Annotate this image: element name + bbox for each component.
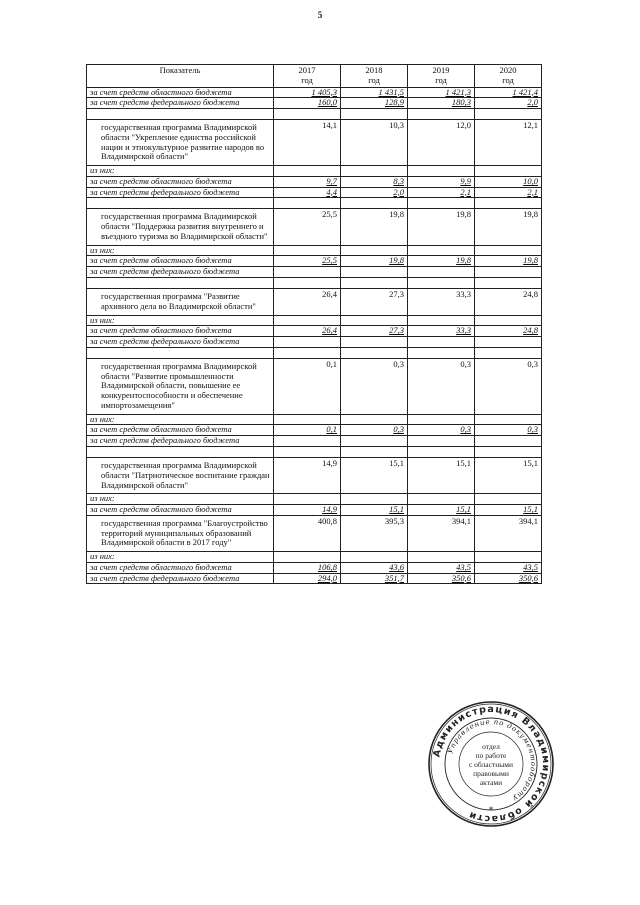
value-cell-2018 xyxy=(341,494,408,505)
table-row-sub xyxy=(87,326,542,337)
value-cell-2018 xyxy=(341,109,408,120)
value-cell-2019: 19,8 xyxy=(408,256,475,267)
value-cell-2017 xyxy=(274,347,341,358)
table-header-row xyxy=(87,65,542,88)
row-label: государственная программа Владимирской области "Патриотическое воспитание граждан Владимирской области" xyxy=(87,457,274,493)
stamp-outer-text: Администрация Владимирской области xyxy=(431,703,552,825)
value-cell-2019 xyxy=(408,347,475,358)
table-row-iz xyxy=(87,494,542,505)
table-row-gap xyxy=(87,198,542,209)
table-row-iz xyxy=(87,166,542,177)
value-cell-2020: 2,1 xyxy=(475,187,542,198)
value-cell-2017: 160,0 xyxy=(274,98,341,109)
header-year-2017: 2017 год xyxy=(274,65,341,88)
value-cell-2018 xyxy=(341,446,408,457)
header-indicator: Показатель xyxy=(87,65,274,88)
value-cell-2018: 27,3 xyxy=(341,289,408,316)
value-cell-2018: 8,3 xyxy=(341,176,408,187)
table-row-sub xyxy=(87,256,542,267)
row-label: за счет средств федерального бюджета xyxy=(87,337,274,348)
value-cell-2019: 33,3 xyxy=(408,289,475,316)
value-cell-2017: 26,4 xyxy=(274,326,341,337)
value-cell-2017 xyxy=(274,552,341,563)
row-label xyxy=(87,347,274,358)
value-cell-2017 xyxy=(274,278,341,289)
value-cell-2018: 15,1 xyxy=(341,457,408,493)
table-row-iz xyxy=(87,414,542,425)
value-cell-2020: 394,1 xyxy=(475,515,542,551)
row-label: за счет средств областного бюджета xyxy=(87,87,274,98)
table-row-gap xyxy=(87,109,542,120)
value-cell-2018: 19,8 xyxy=(341,209,408,245)
value-cell-2019: 33,3 xyxy=(408,326,475,337)
value-cell-2018 xyxy=(341,166,408,177)
row-label: государственная программа Владимирской области "Поддержка развития внутреннего и въездного туризма во Владимирской области" xyxy=(87,209,274,245)
value-cell-2018 xyxy=(341,414,408,425)
value-cell-2018: 19,8 xyxy=(341,256,408,267)
value-cell-2020 xyxy=(475,109,542,120)
row-label: за счет средств областного бюджета xyxy=(87,176,274,187)
value-cell-2019: 180,3 xyxy=(408,98,475,109)
stamp-line: правовыми xyxy=(473,768,509,778)
value-cell-2019: 0,3 xyxy=(408,358,475,414)
value-cell-2017: 25,5 xyxy=(274,256,341,267)
table-body xyxy=(87,87,542,584)
value-cell-2020: 12,1 xyxy=(475,120,542,166)
value-cell-2017 xyxy=(274,245,341,256)
row-label: за счет средств федерального бюджета xyxy=(87,187,274,198)
row-label: из них: xyxy=(87,552,274,563)
value-cell-2018 xyxy=(341,315,408,326)
value-cell-2019 xyxy=(408,109,475,120)
row-label: за счет средств областного бюджета xyxy=(87,326,274,337)
stamp-inner-text: Управление по документообороту xyxy=(446,717,538,803)
value-cell-2019: 2,1 xyxy=(408,187,475,198)
value-cell-2020 xyxy=(475,278,542,289)
value-cell-2017: 14,1 xyxy=(274,120,341,166)
value-cell-2018: 1 431,5 xyxy=(341,87,408,98)
value-cell-2019: 394,1 xyxy=(408,515,475,551)
table-row-sub xyxy=(87,267,542,278)
value-cell-2019: 19,8 xyxy=(408,209,475,245)
row-label: за счет средств федерального бюджета xyxy=(87,436,274,447)
stamp-line: по работе xyxy=(475,750,507,760)
value-cell-2018 xyxy=(341,198,408,209)
value-cell-2019 xyxy=(408,166,475,177)
header-year-2020: 2020 год xyxy=(475,65,542,88)
value-cell-2017 xyxy=(274,267,341,278)
value-cell-2017: 14,9 xyxy=(274,505,341,516)
row-label: за счет средств областного бюджета xyxy=(87,562,274,573)
value-cell-2018 xyxy=(341,245,408,256)
row-label: государственная программа "Благоустройство территорий муниципальных образований Владимирской области в 2017 году" xyxy=(87,515,274,551)
value-cell-2017 xyxy=(274,446,341,457)
value-cell-2017: 4,4 xyxy=(274,187,341,198)
table-row-sub xyxy=(87,176,542,187)
row-label: государственная программа "Развитие архивного дела во Владимирской области" xyxy=(87,289,274,316)
value-cell-2020 xyxy=(475,166,542,177)
value-cell-2017 xyxy=(274,414,341,425)
row-label: за счет средств областного бюджета xyxy=(87,425,274,436)
value-cell-2017: 1 405,3 xyxy=(274,87,341,98)
value-cell-2019 xyxy=(408,245,475,256)
value-cell-2017: 25,5 xyxy=(274,209,341,245)
value-cell-2017: 294,0 xyxy=(274,573,341,584)
budget-table xyxy=(86,64,542,584)
value-cell-2020: 43,5 xyxy=(475,562,542,573)
value-cell-2020 xyxy=(475,337,542,348)
value-cell-2020: 19,8 xyxy=(475,256,542,267)
table-row-sub xyxy=(87,505,542,516)
value-cell-2017 xyxy=(274,315,341,326)
table-row-sub xyxy=(87,337,542,348)
value-cell-2018: 128,9 xyxy=(341,98,408,109)
value-cell-2017 xyxy=(274,436,341,447)
page-number: 5 xyxy=(317,10,323,20)
value-cell-2018: 351,7 xyxy=(341,573,408,584)
value-cell-2018 xyxy=(341,337,408,348)
row-label: из них: xyxy=(87,315,274,326)
value-cell-2017 xyxy=(274,166,341,177)
value-cell-2017: 14,9 xyxy=(274,457,341,493)
row-label: за счет средств федерального бюджета xyxy=(87,573,274,584)
value-cell-2020: 10,0 xyxy=(475,176,542,187)
row-label: за счет средств федерального бюджета xyxy=(87,267,274,278)
table-row-sub xyxy=(87,562,542,573)
header-year-2019: 2019 год xyxy=(408,65,475,88)
value-cell-2019 xyxy=(408,198,475,209)
row-label xyxy=(87,446,274,457)
row-label: за счет средств федерального бюджета xyxy=(87,98,274,109)
value-cell-2018 xyxy=(341,267,408,278)
value-cell-2019 xyxy=(408,267,475,278)
value-cell-2019: 15,1 xyxy=(408,505,475,516)
table-row-iz xyxy=(87,315,542,326)
table-row-iz xyxy=(87,245,542,256)
table-row-gap xyxy=(87,446,542,457)
value-cell-2019 xyxy=(408,552,475,563)
value-cell-2019 xyxy=(408,446,475,457)
value-cell-2019 xyxy=(408,278,475,289)
value-cell-2018 xyxy=(341,278,408,289)
row-label: за счет средств областного бюджета xyxy=(87,505,274,516)
value-cell-2020: 1 421,4 xyxy=(475,87,542,98)
stamp-line: отдел xyxy=(482,741,500,751)
value-cell-2018: 15,1 xyxy=(341,505,408,516)
value-cell-2020 xyxy=(475,347,542,358)
value-cell-2020 xyxy=(475,245,542,256)
value-cell-2019: 0,3 xyxy=(408,425,475,436)
value-cell-2020: 15,1 xyxy=(475,505,542,516)
value-cell-2020: 24,8 xyxy=(475,289,542,316)
table-row-gap xyxy=(87,278,542,289)
table-row-gap xyxy=(87,347,542,358)
table-row-prog xyxy=(87,515,542,551)
row-label: за счет средств областного бюджета xyxy=(87,256,274,267)
value-cell-2020 xyxy=(475,414,542,425)
value-cell-2020: 24,8 xyxy=(475,326,542,337)
row-label xyxy=(87,278,274,289)
stamp-line: с областными xyxy=(468,759,514,769)
row-label xyxy=(87,198,274,209)
value-cell-2019: 9,9 xyxy=(408,176,475,187)
row-label: из них: xyxy=(87,494,274,505)
value-cell-2018: 27,3 xyxy=(341,326,408,337)
value-cell-2020: 15,1 xyxy=(475,457,542,493)
value-cell-2017: 26,4 xyxy=(274,289,341,316)
row-label: из них: xyxy=(87,414,274,425)
value-cell-2018: 43,6 xyxy=(341,562,408,573)
value-cell-2017: 9,7 xyxy=(274,176,341,187)
value-cell-2020 xyxy=(475,552,542,563)
value-cell-2017: 106,8 xyxy=(274,562,341,573)
header-year-2018: 2018 год xyxy=(341,65,408,88)
value-cell-2017: 0,1 xyxy=(274,358,341,414)
table-row-prog xyxy=(87,289,542,316)
value-cell-2019: 350,6 xyxy=(408,573,475,584)
value-cell-2017 xyxy=(274,494,341,505)
value-cell-2018 xyxy=(341,552,408,563)
row-label: государственная программа Владимирской области "Развитие промышленности Владимирской области, повышение ее конкурентоспособности и обеспечение импортозамещения" xyxy=(87,358,274,414)
value-cell-2017 xyxy=(274,198,341,209)
value-cell-2017: 0,1 xyxy=(274,425,341,436)
stamp-center-text xyxy=(461,734,521,794)
value-cell-2019: 12,0 xyxy=(408,120,475,166)
value-cell-2019 xyxy=(408,315,475,326)
table-row-sub xyxy=(87,573,542,584)
table-row-sub xyxy=(87,187,542,198)
value-cell-2020: 350,6 xyxy=(475,573,542,584)
value-cell-2017 xyxy=(274,337,341,348)
value-cell-2019 xyxy=(408,414,475,425)
table-row-prog xyxy=(87,358,542,414)
row-label: государственная программа Владимирской области "Укрепление единства российской нации и этнокультурное развитие народов во Владимирской области" xyxy=(87,120,274,166)
table-row-sub xyxy=(87,87,542,98)
stamp-line: актами xyxy=(479,777,503,787)
value-cell-2018 xyxy=(341,436,408,447)
value-cell-2019: 15,1 xyxy=(408,457,475,493)
value-cell-2020 xyxy=(475,267,542,278)
table-row-prog xyxy=(87,209,542,245)
value-cell-2018 xyxy=(341,347,408,358)
value-cell-2018: 10,3 xyxy=(341,120,408,166)
value-cell-2019: 43,5 xyxy=(408,562,475,573)
value-cell-2020: 0,3 xyxy=(475,358,542,414)
value-cell-2017: 400,8 xyxy=(274,515,341,551)
value-cell-2018: 0,3 xyxy=(341,358,408,414)
value-cell-2019 xyxy=(408,337,475,348)
value-cell-2019: 1 421,3 xyxy=(408,87,475,98)
value-cell-2020: 19,8 xyxy=(475,209,542,245)
table-row-prog xyxy=(87,457,542,493)
value-cell-2018: 0,3 xyxy=(341,425,408,436)
value-cell-2018: 2,0 xyxy=(341,187,408,198)
row-label: из них: xyxy=(87,166,274,177)
value-cell-2017 xyxy=(274,109,341,120)
value-cell-2020: 2,0 xyxy=(475,98,542,109)
value-cell-2020 xyxy=(475,315,542,326)
table-row-sub xyxy=(87,98,542,109)
value-cell-2019 xyxy=(408,436,475,447)
value-cell-2020 xyxy=(475,436,542,447)
value-cell-2020 xyxy=(475,198,542,209)
value-cell-2020 xyxy=(475,446,542,457)
value-cell-2019 xyxy=(408,494,475,505)
value-cell-2018: 395,3 xyxy=(341,515,408,551)
row-label: из них: xyxy=(87,245,274,256)
table-row-iz xyxy=(87,552,542,563)
table-row-sub xyxy=(87,425,542,436)
value-cell-2020: 0,3 xyxy=(475,425,542,436)
value-cell-2020 xyxy=(475,494,542,505)
row-label xyxy=(87,109,274,120)
table-row-prog xyxy=(87,120,542,166)
svg-text:*: * xyxy=(488,805,494,815)
official-stamp xyxy=(427,700,555,828)
table-row-sub xyxy=(87,436,542,447)
